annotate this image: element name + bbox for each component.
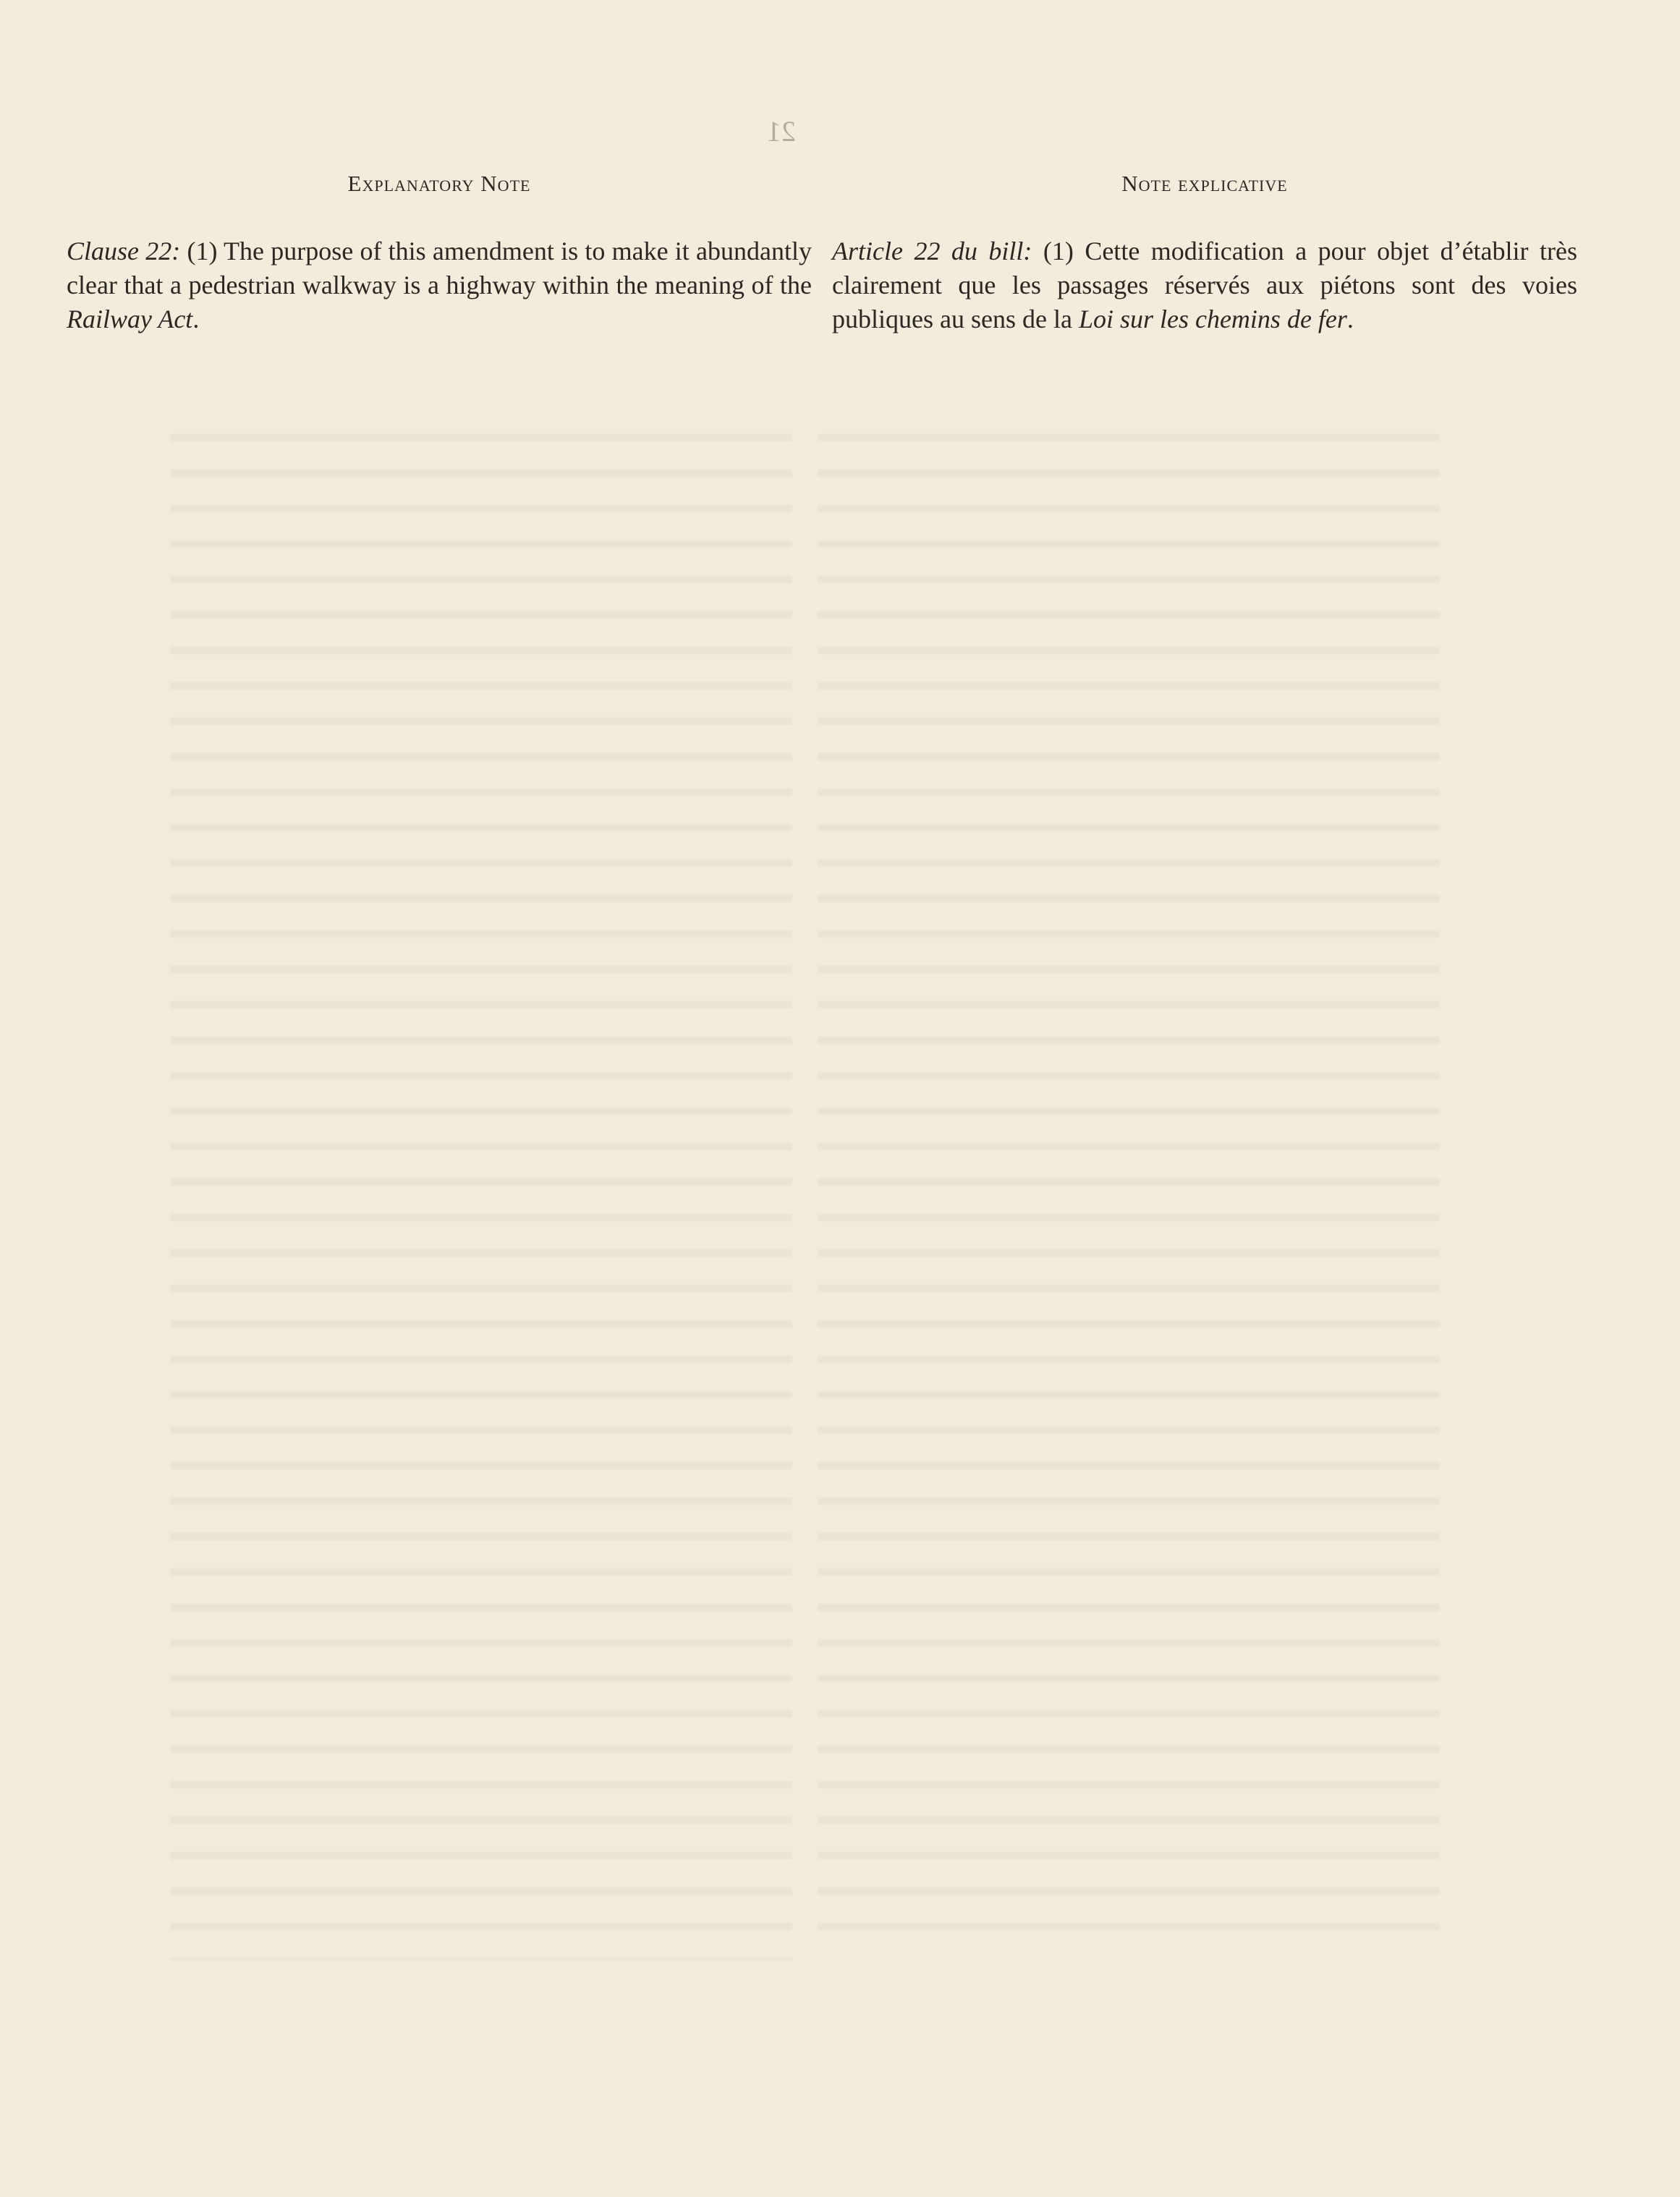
english-paragraph [67,234,812,336]
english-column [67,171,812,336]
english-text-after: . [192,305,200,333]
page-number: 21 [767,115,796,148]
french-text-after: . [1346,305,1354,333]
french-paragraph [832,234,1577,336]
english-text-before: (1) The purpose of this amendment is to make it abundantly clear that a pedestrian walkway is a highway within the meaning of the [67,237,812,299]
french-text-before: (1) Cette modification a pour objet d’établir très clairement que les passages réservés aux piétons sont des voies publiques au sens de la [832,237,1577,333]
reverse-side-bleed-right [818,412,1440,1946]
english-clause-reference: Clause 22: [67,237,181,265]
french-act-name: Loi sur les chemins de fer [1078,305,1347,333]
reverse-side-bleed-left [170,412,792,1960]
french-clause-reference: Article 22 du bill: [832,237,1032,265]
english-act-name: Railway Act [67,305,193,333]
french-heading: Note explicative [1121,171,1288,196]
english-heading: Explanatory Note [347,171,531,196]
french-column [832,171,1577,336]
